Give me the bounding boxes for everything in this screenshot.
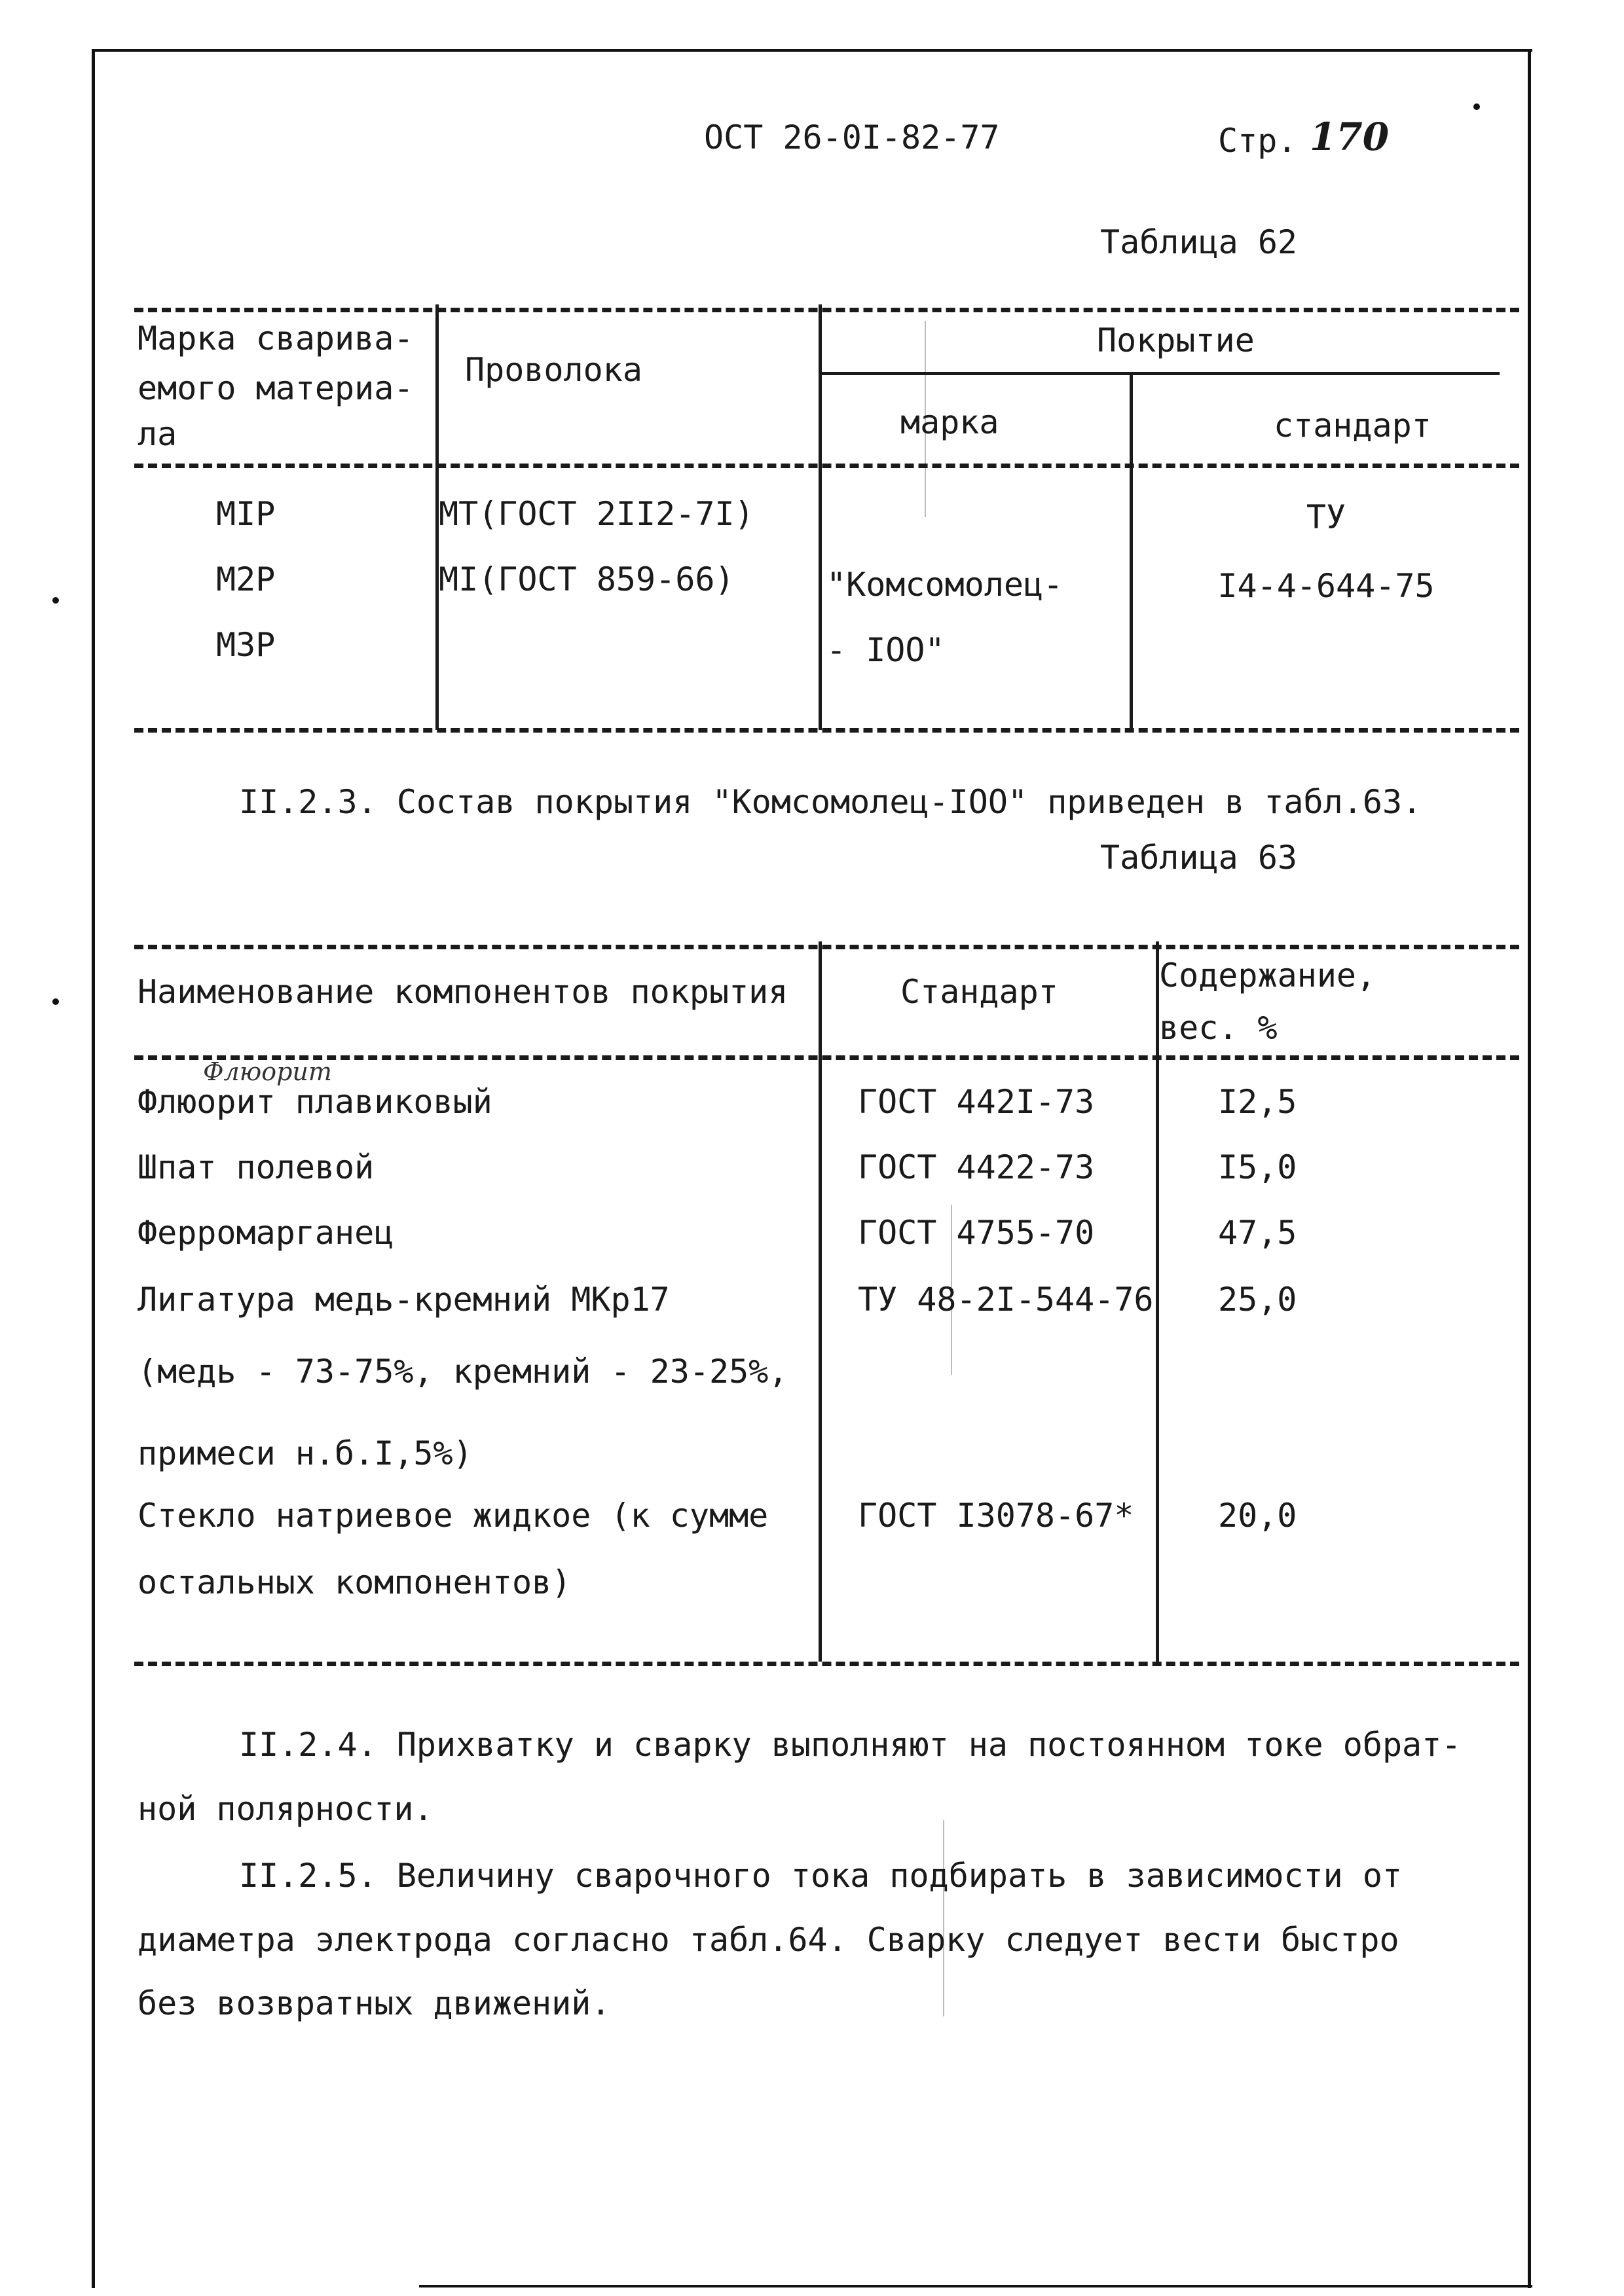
table63-row-standard: ГОСТ 442I-73 <box>858 1083 1095 1121</box>
table63-row-name: Лигатура медь-кремний МКр17 <box>138 1281 670 1319</box>
page-frame-top <box>92 49 1532 52</box>
table63-row-name: (медь - 73-75%, кремний - 23-25%, <box>138 1353 788 1391</box>
table62-material: МIР <box>216 495 276 533</box>
table63-header-standard: Стандарт <box>900 973 1058 1011</box>
table63-top-rule <box>134 945 1519 949</box>
table63-row-name: Шпат полевой <box>138 1148 375 1186</box>
doc-code: ОСТ 26-0I-82-77 <box>704 118 1000 156</box>
table63-col-divider <box>819 941 822 1662</box>
table62-standard-line1: ТУ <box>1306 498 1346 536</box>
table62-brand-line2: - IOO" <box>826 631 945 669</box>
table63-row-name: Ферромарганец <box>138 1214 394 1252</box>
table62-caption: Таблица 62 <box>1100 223 1298 261</box>
scan-speck <box>1473 103 1480 110</box>
table62-header-coating-brand: марка <box>900 403 999 441</box>
table63-row-standard: ГОСТ I3078-67* <box>858 1497 1134 1535</box>
page-number: 170 <box>1310 115 1390 159</box>
table63-row-name: Флюорит плавиковый <box>138 1083 492 1121</box>
table62-header-material-line2: емого материа- <box>138 369 414 407</box>
page-frame-left <box>92 49 95 2288</box>
table63-row-value: I2,5 <box>1218 1083 1297 1121</box>
table63-row-name: Стекло натриевое жидкое (к сумме <box>138 1497 769 1535</box>
para-2-5-line2: диаметра электрода согласно табл.64. Сварку следует вести быстро <box>138 1921 1399 1959</box>
table62-header-material-line3: ла <box>138 415 177 453</box>
table63-caption: Таблица 63 <box>1100 839 1298 877</box>
table63-bottom-rule <box>134 1662 1519 1666</box>
table63-row-value: 25,0 <box>1218 1281 1297 1319</box>
table63-header-content-line2: вес. % <box>1159 1009 1278 1047</box>
table62-top-rule <box>134 308 1519 312</box>
table62-header-wire: Проволока <box>465 351 642 389</box>
table63-header-component: Наименование компонентов покрытия <box>138 973 788 1011</box>
table62-wire: МТ(ГОСТ 2II2-7I) <box>439 495 754 533</box>
table63-row-standard: ТУ 48-2I-544-76 <box>858 1281 1154 1319</box>
table63-handwritten-note: Флюорит <box>203 1057 332 1086</box>
page-frame-bottom <box>419 2285 1532 2287</box>
table62-wire: МI(ГОСТ 859-66) <box>439 560 735 598</box>
table63-row-name: примеси н.б.I,5%) <box>138 1434 473 1472</box>
table63-header-content-line1: Содержание, <box>1159 957 1376 994</box>
table62-material: М2Р <box>216 560 276 598</box>
table62-header-rule <box>134 464 1519 468</box>
table62-standard-line2: I4-4-644-75 <box>1217 567 1435 605</box>
para-2-5-line1: II.2.5. Величину сварочного тока подбирать в зависимости от <box>239 1857 1403 1895</box>
table62-header-material-line1: Марка сварива- <box>138 319 414 357</box>
table62-header-coating-standard: стандарт <box>1274 407 1431 445</box>
scan-speck <box>52 998 59 1005</box>
table62-col-divider <box>1130 374 1133 730</box>
para-2-4-line2: ной полярности. <box>138 1790 434 1828</box>
table63-row-value: 47,5 <box>1218 1214 1297 1252</box>
table63-row-name: остальных компонентов) <box>138 1563 572 1601</box>
scan-artifact-line <box>943 1820 944 2016</box>
table62-col-divider <box>819 304 822 730</box>
table62-bottom-rule <box>134 728 1519 733</box>
table63-header-rule <box>134 1055 1519 1060</box>
scan-speck <box>52 597 59 604</box>
table63-row-value: I5,0 <box>1218 1148 1297 1186</box>
page-frame-right <box>1528 49 1531 2288</box>
table63-row-value: 20,0 <box>1218 1497 1297 1535</box>
table62-material: М3Р <box>216 626 276 664</box>
table62-brand-line1: "Комсомолец- <box>826 566 1063 604</box>
table63-row-standard: ГОСТ 4422-73 <box>858 1148 1095 1186</box>
para-2-4-line1: II.2.4. Прихватку и сварку выполняют на постоянном токе обрат- <box>239 1726 1462 1764</box>
para-2-3: II.2.3. Состав покрытия "Комсомолец-IOO" приведен в табл.63. <box>239 783 1422 821</box>
table62-header-coating: Покрытие <box>1097 321 1255 359</box>
table62-coating-rule <box>819 372 1500 375</box>
para-2-5-line3: без возвратных движений. <box>138 1984 611 2022</box>
table63-row-standard: ГОСТ 4755-70 <box>858 1214 1095 1252</box>
page-label: Стр. <box>1218 122 1297 160</box>
table63-col-divider <box>1156 941 1159 1662</box>
